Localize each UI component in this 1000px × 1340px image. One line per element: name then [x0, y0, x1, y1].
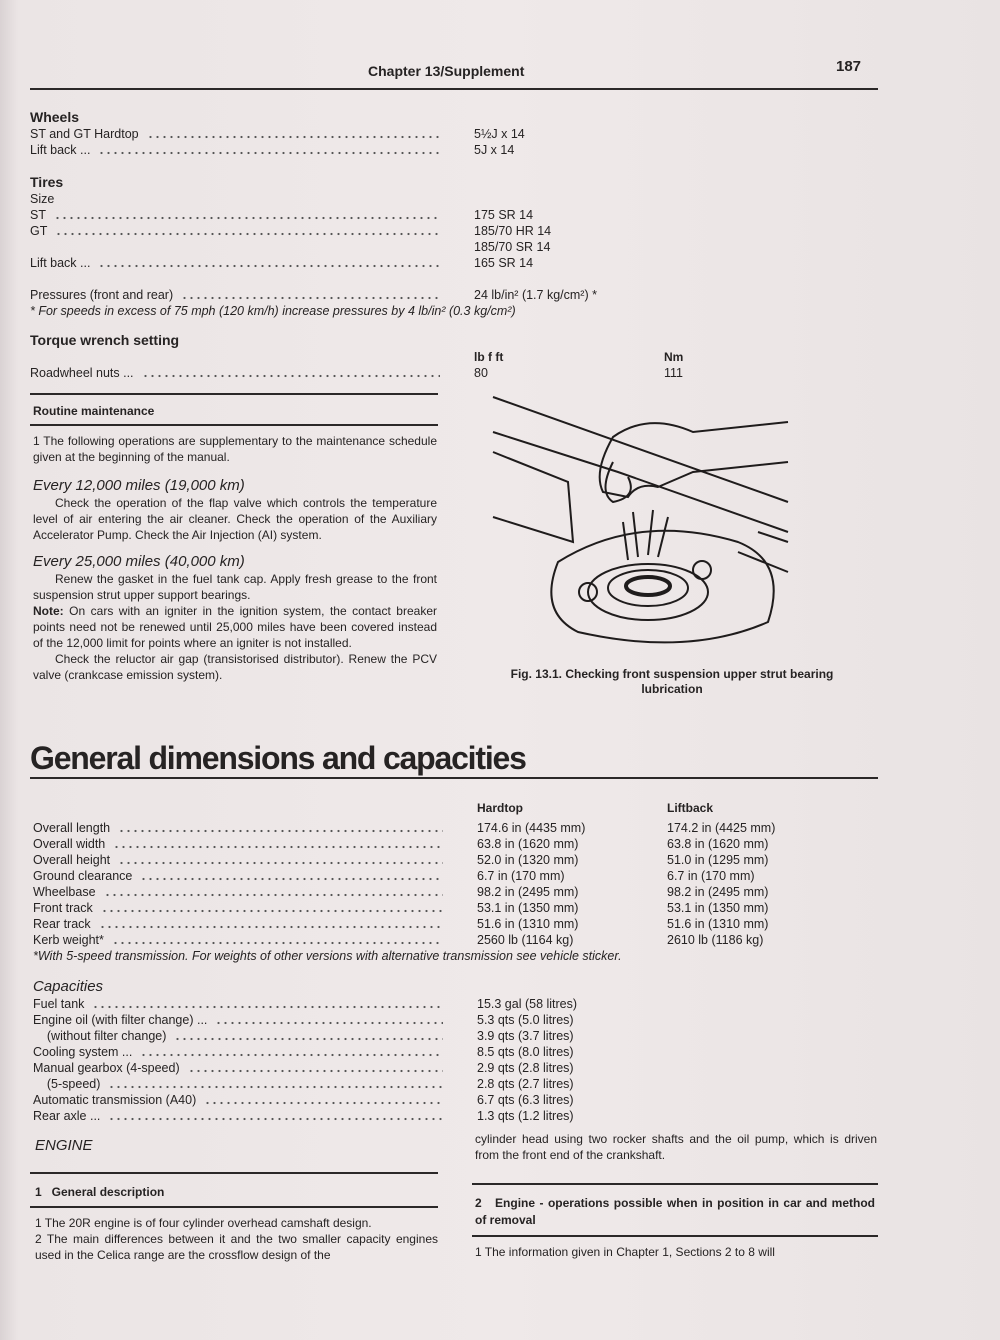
row-lead — [30, 191, 440, 207]
table-row — [33, 1092, 883, 1108]
row-label: Overall width — [33, 837, 106, 851]
table-row — [33, 884, 883, 900]
table-row — [30, 223, 880, 239]
dot-leader — [54, 216, 440, 220]
row-label: ST and GT Hardtop — [30, 127, 139, 141]
note-text: On cars with an igniter in the ignition system, the contact breaker points need not be renewed until 25,000 miles have been covered instead of the 12,000 limit for points where an igniter is not installed. — [33, 604, 437, 650]
row-label: Rear axle ... — [33, 1109, 101, 1123]
row-lead — [30, 207, 440, 223]
row-value-1: 2560 lb (1164 kg) — [477, 933, 574, 947]
dot-leader — [147, 135, 440, 139]
table-row — [33, 1028, 883, 1044]
row-value-2: 6.7 in (170 mm) — [667, 869, 755, 883]
torque-heading: Torque wrench setting — [30, 332, 180, 348]
torque-col-lbfft: lb f ft — [474, 350, 504, 364]
dot-leader — [101, 909, 443, 913]
row-label: Ground clearance — [33, 869, 133, 883]
row-value-1: 80 — [474, 366, 488, 380]
pressures-value: 24 lb/in² (1.7 kg/cm²) * — [474, 288, 597, 302]
dot-leader — [98, 264, 440, 268]
section-rule — [30, 393, 438, 395]
row-value: 6.7 qts (6.3 litres) — [477, 1093, 574, 1107]
row-lead — [33, 852, 443, 868]
row-value-2: 63.8 in (1620 mm) — [667, 837, 769, 851]
interval-12000-text: Check the operation of the flap valve which controls the temperature level of air entering the air cleaner. Check the operation of the Auxiliary Accelerator Pump. Check the Air Injection (AI) system. — [33, 496, 437, 542]
row-label: Lift back ... — [30, 256, 91, 270]
table-row — [33, 820, 883, 836]
row-label: Rear track — [33, 917, 91, 931]
row-lead — [30, 223, 440, 239]
row-lead — [33, 932, 443, 948]
row-lead — [30, 239, 440, 255]
dimensions-table — [33, 800, 883, 964]
dot-leader — [204, 1101, 443, 1105]
row-value-2: 51.6 in (1310 mm) — [667, 917, 769, 931]
row-lead — [33, 996, 443, 1012]
table-row — [33, 996, 883, 1012]
row-lead — [33, 1092, 443, 1108]
torque-section — [30, 332, 880, 381]
row-label: Manual gearbox (4-speed) — [33, 1061, 180, 1075]
row-value-2: 98.2 in (2495 mm) — [667, 885, 769, 899]
row-label: (without filter change) — [33, 1029, 167, 1043]
row-value: 5.3 qts (5.0 litres) — [477, 1013, 574, 1027]
dimensions-footnote: *With 5-speed transmission. For weights of other versions with alternative transmission see vehicle sticker. — [33, 949, 622, 963]
col-liftback: Liftback — [667, 801, 714, 815]
row-label: Kerb weight* — [33, 933, 104, 947]
dot-leader — [108, 1085, 443, 1089]
row-value: 2.8 qts (2.7 litres) — [477, 1077, 574, 1091]
table-row — [30, 365, 880, 381]
row-lead — [33, 820, 443, 836]
dot-leader — [140, 877, 443, 881]
table-row — [33, 1012, 883, 1028]
row-label: Roadwheel nuts ... — [30, 366, 134, 380]
table-row — [30, 126, 880, 142]
row-lead — [33, 900, 443, 916]
note-label: Note: — [33, 604, 64, 618]
row-label: Overall length — [33, 821, 111, 835]
row-value: 5½J x 14 — [474, 127, 525, 141]
section-rule — [30, 1206, 438, 1208]
dot-leader — [98, 151, 440, 155]
row-value-1: 52.0 in (1320 mm) — [477, 853, 579, 867]
row-value-2: 111 — [664, 366, 684, 380]
row-label: Fuel tank — [33, 997, 85, 1011]
dot-leader — [174, 1037, 443, 1041]
pressures-label: Pressures (front and rear) — [30, 288, 174, 302]
engine-operations-heading: 2 Engine - operations possible when in position in car and method of removal — [475, 1196, 879, 1227]
row-label: Engine oil (with filter change) ... — [33, 1013, 208, 1027]
tires-section — [30, 174, 880, 319]
section-rule — [472, 1183, 878, 1185]
row-value: 175 SR 14 — [474, 208, 534, 222]
tires-heading: Tires — [30, 174, 64, 190]
table-row — [30, 239, 880, 255]
col-hardtop: Hardtop — [477, 801, 523, 815]
row-label: Cooling system ... — [33, 1045, 133, 1059]
wheels-section — [30, 109, 880, 158]
row-lead — [30, 126, 440, 142]
row-lead — [30, 365, 440, 381]
strut-bearing-illustration — [488, 392, 793, 662]
dot-leader — [104, 893, 443, 897]
capacities-heading: Capacities — [33, 978, 104, 995]
row-lead — [33, 1012, 443, 1028]
row-label: ST — [30, 208, 46, 222]
general-description-text: 1 The 20R engine is of four cylinder overhead camshaft design. 2 The main differences between it and the two smaller capacity engines used in the Celica range are the crossflow design of the — [35, 1216, 438, 1262]
dot-leader — [140, 1053, 443, 1057]
table-row — [33, 916, 883, 932]
table-row — [30, 142, 880, 158]
row-lead — [33, 836, 443, 852]
figure-caption: Fig. 13.1. Checking front suspension upper strut bearing lubrication — [510, 667, 834, 696]
wheels-heading: Wheels — [30, 109, 80, 125]
row-lead — [33, 1060, 443, 1076]
routine-body — [33, 433, 437, 683]
row-value-2: 174.2 in (4425 mm) — [667, 821, 776, 835]
row-value: 5J x 14 — [474, 143, 515, 157]
capacities-table — [33, 978, 883, 1124]
table-row — [33, 900, 883, 916]
row-value-1: 174.6 in (4435 mm) — [477, 821, 586, 835]
dot-leader — [215, 1021, 443, 1025]
row-value: 15.3 gal (58 litres) — [477, 997, 578, 1011]
row-value-2: 2610 lb (1186 kg) — [667, 933, 764, 947]
table-row — [33, 1076, 883, 1092]
row-value-1: 63.8 in (1620 mm) — [477, 837, 579, 851]
row-value: 165 SR 14 — [474, 256, 534, 270]
row-value: 8.5 qts (8.0 litres) — [477, 1045, 574, 1059]
table-row — [33, 1044, 883, 1060]
table-row — [30, 191, 880, 207]
interval-12000-heading: Every 12,000 miles (19,000 km) — [33, 477, 245, 494]
general-description-heading: 1 General description — [35, 1185, 165, 1199]
dot-leader — [118, 829, 443, 833]
table-row — [30, 255, 880, 271]
row-lead — [30, 255, 440, 271]
row-label: Automatic transmission (A40) — [33, 1093, 197, 1107]
row-value: 185/70 SR 14 — [474, 240, 551, 254]
dot-leader — [113, 845, 443, 849]
row-lead — [33, 884, 443, 900]
row-label: Lift back ... — [30, 143, 91, 157]
dot-leader — [181, 296, 440, 300]
row-value-1: 6.7 in (170 mm) — [477, 869, 565, 883]
table-row — [33, 836, 883, 852]
row-label: (5-speed) — [33, 1077, 101, 1091]
routine-intro: 1 The following operations are supplementary to the maintenance schedule given at the beginning of the manual. — [33, 434, 437, 464]
row-value-1: 98.2 in (2495 mm) — [477, 885, 579, 899]
section-rule — [472, 1235, 878, 1237]
dot-leader — [118, 861, 443, 865]
table-row — [33, 1108, 883, 1124]
table-row — [33, 932, 883, 948]
row-value: 1.3 qts (1.2 litres) — [477, 1109, 574, 1123]
dot-leader — [112, 941, 443, 945]
table-row — [33, 852, 883, 868]
row-value: 185/70 HR 14 — [474, 224, 552, 238]
row-value-1: 53.1 in (1350 mm) — [477, 901, 579, 915]
interval-25000-heading: Every 25,000 miles (40,000 km) — [33, 553, 245, 570]
torque-col-nm: Nm — [664, 350, 684, 364]
row-lead — [33, 1028, 443, 1044]
row-value: 3.9 qts (3.7 litres) — [477, 1029, 574, 1043]
note — [33, 603, 437, 651]
page-number: 187 — [836, 58, 862, 75]
interval-25000-text: Renew the gasket in the fuel tank cap. Apply fresh grease to the front suspension strut upper support bearings. — [33, 572, 437, 602]
dot-leader — [92, 1005, 443, 1009]
row-lead — [33, 1044, 443, 1060]
row-value-2: 51.0 in (1295 mm) — [667, 853, 769, 867]
row-lead — [33, 1076, 443, 1092]
row-value: 2.9 qts (2.8 litres) — [477, 1061, 574, 1075]
row-lead — [33, 916, 443, 932]
row-value-1: 51.6 in (1310 mm) — [477, 917, 579, 931]
row-label: Size — [30, 192, 55, 206]
row-lead — [33, 1108, 443, 1124]
row-label: Wheelbase — [33, 885, 96, 899]
header-rule — [30, 88, 878, 90]
pressures-row — [30, 287, 880, 303]
table-row — [33, 868, 883, 884]
dot-leader — [188, 1069, 443, 1073]
section-rule — [30, 1172, 438, 1174]
dot-leader — [55, 232, 440, 236]
row-label: Front track — [33, 901, 93, 915]
dot-leader — [142, 374, 440, 378]
engine-right-intro: cylinder head using two rocker shafts and the oil pump, which is driven from the front end of the crankshaft. — [475, 1132, 877, 1162]
routine-heading: Routine maintenance — [33, 404, 155, 418]
dimensions-title: General dimensions and capacities — [30, 740, 526, 776]
row-lead — [30, 142, 440, 158]
row-label: GT — [30, 224, 48, 238]
section-rule — [30, 424, 438, 426]
table-row — [33, 1060, 883, 1076]
interval-25000-text-2: Check the reluctor air gap (transistorised distributor). Renew the PCV valve (crankcase emission system). — [33, 652, 437, 682]
engine-heading: ENGINE — [35, 1137, 93, 1154]
dot-leader — [108, 1117, 443, 1121]
pressures-footnote: * For speeds in excess of 75 mph (120 km/h) increase pressures by 4 lb/in² (0.3 kg/cm²) — [30, 304, 516, 318]
engine-operations-text: 1 The information given in Chapter 1, Sections 2 to 8 will — [475, 1245, 775, 1259]
dot-leader — [99, 925, 443, 929]
title-rule — [30, 777, 878, 779]
row-value-2: 53.1 in (1350 mm) — [667, 901, 769, 915]
chapter-header: Chapter 13/Supplement — [368, 63, 525, 79]
table-row — [30, 207, 880, 223]
row-lead — [33, 868, 443, 884]
row-label: Overall height — [33, 853, 111, 867]
